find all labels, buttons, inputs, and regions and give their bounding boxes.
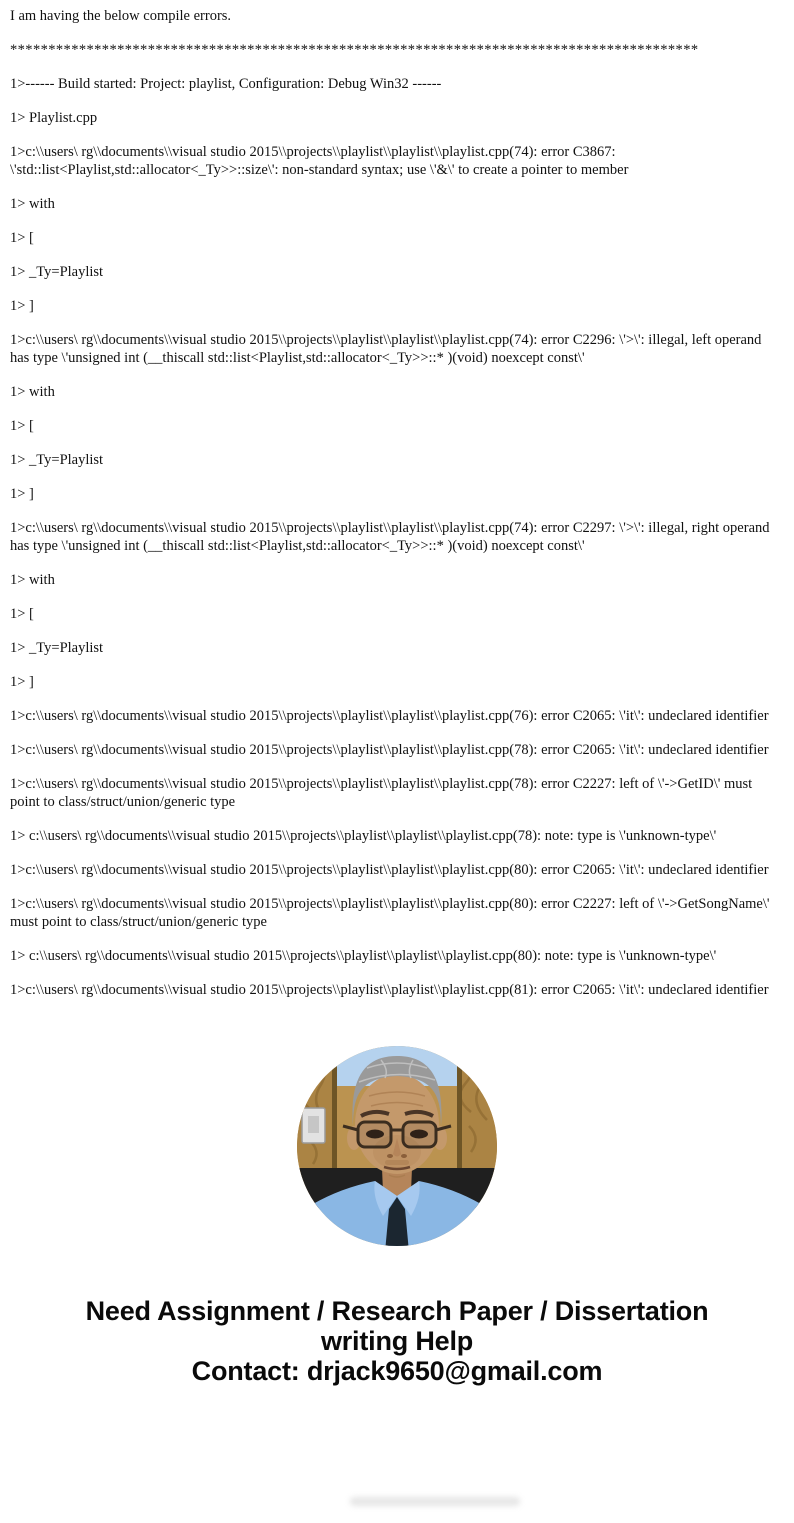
watermark-smudge bbox=[350, 1497, 520, 1506]
avatar bbox=[297, 1046, 497, 1246]
log-line: 1>c:\\users\ rg\\documents\\visual studio 2015\\projects\\playlist\\playlist\\playlist.cpp(76): error C2065: \'it\': undeclared identifier bbox=[10, 708, 769, 724]
log-line: 1>c:\\users\ rg\\documents\\visual studio 2015\\projects\\playlist\\playlist\\playlist.cpp(80): error C2227: left of \'->GetSongName\' must point to class/struct/union/generic type bbox=[10, 896, 770, 930]
log-line: 1> ] bbox=[10, 674, 34, 690]
log-line: 1> [ bbox=[10, 606, 34, 622]
log-line: 1> [ bbox=[10, 230, 34, 246]
log-line: 1>c:\\users\ rg\\documents\\visual studio 2015\\projects\\playlist\\playlist\\playlist.cpp(74): error C2297: \'>\': illegal, right operand has type \'unsigned int (__thiscall std::list<Playlist,std::allocator<_Ty>>::* )(void) noexcept const\' bbox=[10, 520, 770, 554]
footer-heading-line1: Need Assignment / Research Paper / Dissertation bbox=[85, 1296, 709, 1326]
log-line: 1> with bbox=[10, 384, 55, 400]
footer-contact-email: Contact: drjack9650@gmail.com bbox=[191, 1356, 603, 1386]
log-line: 1>c:\\users\ rg\\documents\\visual studio 2015\\projects\\playlist\\playlist\\playlist.cpp(78): error C2065: \'it\': undeclared identifier bbox=[10, 742, 769, 758]
log-line: 1>c:\\users\ rg\\documents\\visual studio 2015\\projects\\playlist\\playlist\\playlist.cpp(80): error C2065: \'it\': undeclared identifier bbox=[10, 862, 769, 878]
avatar-portrait-image bbox=[297, 1046, 497, 1246]
log-line: 1> with bbox=[10, 196, 55, 212]
log-line: 1> _Ty=Playlist bbox=[10, 264, 104, 280]
log-line: 1>c:\\users\ rg\\documents\\visual studio 2015\\projects\\playlist\\playlist\\playlist.cpp(74): error C3867: \'std::list<Playlist,std::allocator<_Ty>>::size\': non-standard syntax; use \'&\' to create a pointer to member bbox=[10, 144, 629, 178]
log-line: 1> _Ty=Playlist bbox=[10, 640, 104, 656]
log-line: 1> c:\\users\ rg\\documents\\visual studio 2015\\projects\\playlist\\playlist\\playlist.cpp(80): note: type is \'unknown-type\' bbox=[10, 948, 717, 964]
build-log bbox=[10, 75, 782, 999]
log-line: 1> with bbox=[10, 572, 55, 588]
log-line: 1> [ bbox=[10, 418, 34, 434]
log-line: 1>c:\\users\ rg\\documents\\visual studio 2015\\projects\\playlist\\playlist\\playlist.cpp(81): error C2065: \'it\': undeclared identifier bbox=[10, 982, 769, 998]
separator-line: ****************************************************************************************** bbox=[10, 42, 699, 58]
footer-heading-line2: writing Help bbox=[320, 1326, 474, 1356]
log-line: 1> ] bbox=[10, 298, 34, 314]
log-line: 1> _Ty=Playlist bbox=[10, 452, 104, 468]
log-line: 1> Playlist.cpp bbox=[10, 110, 98, 126]
log-line: 1> c:\\users\ rg\\documents\\visual studio 2015\\projects\\playlist\\playlist\\playlist.cpp(78): note: type is \'unknown-type\' bbox=[10, 828, 717, 844]
question-intro: I am having the below compile errors. bbox=[10, 8, 232, 24]
log-line: 1> ] bbox=[10, 486, 34, 502]
log-line: 1>c:\\users\ rg\\documents\\visual studio 2015\\projects\\playlist\\playlist\\playlist.cpp(78): error C2227: left of \'->GetID\' must point to class/struct/union/generic type bbox=[10, 776, 753, 810]
footer-ad bbox=[0, 1296, 794, 1386]
log-line: 1>c:\\users\ rg\\documents\\visual studio 2015\\projects\\playlist\\playlist\\playlist.cpp(74): error C2296: \'>\': illegal, left operand has type \'unsigned int (__thiscall std::list<Playlist,std::allocator<_Ty>>::* )(void) noexcept const\' bbox=[10, 332, 762, 366]
log-line: 1>------ Build started: Project: playlist, Configuration: Debug Win32 ------ bbox=[10, 76, 442, 92]
